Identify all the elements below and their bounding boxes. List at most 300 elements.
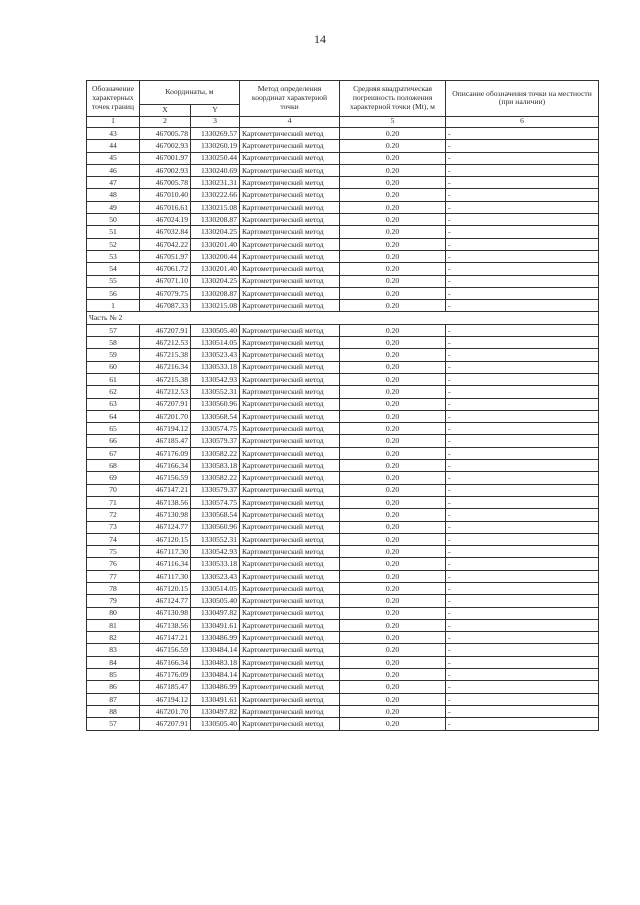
error-mt: 0.20 <box>340 669 446 681</box>
description: - <box>446 693 599 705</box>
coord-x: 467120.15 <box>140 533 191 545</box>
coord-y: 1330574.75 <box>191 423 240 435</box>
point-number: 68 <box>87 460 140 472</box>
description: - <box>446 533 599 545</box>
error-mt: 0.20 <box>340 693 446 705</box>
table-row <box>87 386 599 398</box>
coord-x: 467002.93 <box>140 164 191 176</box>
description: - <box>446 669 599 681</box>
point-number: 84 <box>87 656 140 668</box>
method: Картометрический метод <box>240 337 340 349</box>
coord-x: 467005.78 <box>140 128 191 140</box>
method: Картометрический метод <box>240 705 340 717</box>
coord-x: 467194.12 <box>140 693 191 705</box>
table-row <box>87 669 599 681</box>
coord-y: 1330523.43 <box>191 570 240 582</box>
coord-y: 1330204.25 <box>191 275 240 287</box>
column-number: 2 <box>140 116 191 128</box>
table-row <box>87 632 599 644</box>
coord-y: 1330231.31 <box>191 177 240 189</box>
point-number: 56 <box>87 287 140 299</box>
point-number: 58 <box>87 337 140 349</box>
method: Картометрический метод <box>240 152 340 164</box>
point-number: 71 <box>87 496 140 508</box>
point-number: 67 <box>87 447 140 459</box>
method: Картометрический метод <box>240 533 340 545</box>
coord-x: 467120.15 <box>140 582 191 594</box>
error-mt: 0.20 <box>340 681 446 693</box>
method: Картометрический метод <box>240 484 340 496</box>
error-mt: 0.20 <box>340 140 446 152</box>
description: - <box>446 324 599 336</box>
error-mt: 0.20 <box>340 349 446 361</box>
table-row <box>87 177 599 189</box>
error-mt: 0.20 <box>340 177 446 189</box>
description: - <box>446 558 599 570</box>
coord-y: 1330215.08 <box>191 201 240 213</box>
coord-y: 1330514.05 <box>191 337 240 349</box>
point-number: 57 <box>87 324 140 336</box>
table-row <box>87 607 599 619</box>
table-header <box>87 81 599 128</box>
coord-x: 467117.30 <box>140 546 191 558</box>
table-row <box>87 410 599 422</box>
description: - <box>446 570 599 582</box>
point-number: 45 <box>87 152 140 164</box>
coord-y: 1330250.44 <box>191 152 240 164</box>
coord-y: 1330533.18 <box>191 361 240 373</box>
coord-y: 1330240.69 <box>191 164 240 176</box>
table-row <box>87 496 599 508</box>
point-number: 75 <box>87 546 140 558</box>
method: Картометрический метод <box>240 263 340 275</box>
point-number: 48 <box>87 189 140 201</box>
table-row <box>87 226 599 238</box>
coord-y: 1330260.19 <box>191 140 240 152</box>
error-mt: 0.20 <box>340 607 446 619</box>
table-row <box>87 398 599 410</box>
method: Картометрический метод <box>240 410 340 422</box>
coord-y: 1330560.96 <box>191 521 240 533</box>
coord-y: 1330568.54 <box>191 410 240 422</box>
error-mt: 0.20 <box>340 287 446 299</box>
table-row <box>87 250 599 262</box>
coord-y: 1330542.93 <box>191 546 240 558</box>
header-error: Средняя квадратическая погрешность положения характерной точки (Mt), м <box>340 81 446 117</box>
coord-x: 467124.77 <box>140 595 191 607</box>
coord-y: 1330582.22 <box>191 472 240 484</box>
coord-x: 467212.53 <box>140 386 191 398</box>
error-mt: 0.20 <box>340 546 446 558</box>
method: Картометрический метод <box>240 582 340 594</box>
coord-y: 1330505.40 <box>191 718 240 730</box>
method: Картометрический метод <box>240 521 340 533</box>
table-row <box>87 656 599 668</box>
description: - <box>446 546 599 558</box>
coord-x: 467194.12 <box>140 423 191 435</box>
error-mt: 0.20 <box>340 263 446 275</box>
method: Картометрический метод <box>240 398 340 410</box>
error-mt: 0.20 <box>340 632 446 644</box>
table-row <box>87 164 599 176</box>
table-row <box>87 705 599 717</box>
coord-y: 1330583.18 <box>191 460 240 472</box>
method: Картометрический метод <box>240 509 340 521</box>
error-mt: 0.20 <box>340 484 446 496</box>
table-row <box>87 423 599 435</box>
table-row <box>87 337 599 349</box>
method: Картометрический метод <box>240 201 340 213</box>
coord-y: 1330208.87 <box>191 287 240 299</box>
method: Картометрический метод <box>240 214 340 226</box>
coord-x: 467130.98 <box>140 509 191 521</box>
point-number: 78 <box>87 582 140 594</box>
error-mt: 0.20 <box>340 705 446 717</box>
table-row <box>87 619 599 631</box>
table-row <box>87 324 599 336</box>
description: - <box>446 275 599 287</box>
coord-x: 467005.78 <box>140 177 191 189</box>
coord-x: 467185.47 <box>140 435 191 447</box>
method: Картометрический метод <box>240 558 340 570</box>
coord-y: 1330483.18 <box>191 656 240 668</box>
table-row <box>87 435 599 447</box>
table-row <box>87 140 599 152</box>
description: - <box>446 447 599 459</box>
description: - <box>446 619 599 631</box>
column-number: 6 <box>446 116 599 128</box>
coord-y: 1330505.40 <box>191 595 240 607</box>
point-number: 66 <box>87 435 140 447</box>
point-number: 87 <box>87 693 140 705</box>
table-row <box>87 263 599 275</box>
description: - <box>446 287 599 299</box>
description: - <box>446 484 599 496</box>
coord-x: 467042.22 <box>140 238 191 250</box>
coord-x: 467032.84 <box>140 226 191 238</box>
coord-y: 1330201.40 <box>191 238 240 250</box>
header-coords: Координаты, м <box>140 81 240 105</box>
table-row <box>87 300 599 312</box>
coord-y: 1330200.44 <box>191 250 240 262</box>
coord-x: 467087.33 <box>140 300 191 312</box>
description: - <box>446 496 599 508</box>
point-number: 1 <box>87 300 140 312</box>
description: - <box>446 337 599 349</box>
header-x: X <box>140 105 191 117</box>
method: Картометрический метод <box>240 250 340 262</box>
point-number: 72 <box>87 509 140 521</box>
coord-y: 1330505.40 <box>191 324 240 336</box>
point-number: 86 <box>87 681 140 693</box>
description: - <box>446 595 599 607</box>
coord-y: 1330491.61 <box>191 693 240 705</box>
point-number: 60 <box>87 361 140 373</box>
coord-x: 467071.10 <box>140 275 191 287</box>
error-mt: 0.20 <box>340 410 446 422</box>
boundary-points-table <box>86 80 599 731</box>
coord-y: 1330574.75 <box>191 496 240 508</box>
point-number: 46 <box>87 164 140 176</box>
description: - <box>446 201 599 213</box>
header-y: Y <box>191 105 240 117</box>
coord-x: 467138.56 <box>140 619 191 631</box>
column-number: 5 <box>340 116 446 128</box>
table-row <box>87 595 599 607</box>
error-mt: 0.20 <box>340 337 446 349</box>
coord-x: 467166.34 <box>140 656 191 668</box>
description: - <box>446 128 599 140</box>
description: - <box>446 681 599 693</box>
description: - <box>446 263 599 275</box>
description: - <box>446 189 599 201</box>
coord-x: 467215.38 <box>140 373 191 385</box>
point-number: 83 <box>87 644 140 656</box>
table-row <box>87 472 599 484</box>
table-row <box>87 361 599 373</box>
error-mt: 0.20 <box>340 460 446 472</box>
table-row <box>87 693 599 705</box>
method: Картометрический метод <box>240 460 340 472</box>
coord-x: 467216.34 <box>140 361 191 373</box>
coord-x: 467001.97 <box>140 152 191 164</box>
coord-x: 467185.47 <box>140 681 191 693</box>
error-mt: 0.20 <box>340 521 446 533</box>
coord-x: 467156.59 <box>140 644 191 656</box>
method: Картометрический метод <box>240 226 340 238</box>
table-body-part2 <box>87 324 599 730</box>
coord-y: 1330215.08 <box>191 300 240 312</box>
description: - <box>446 373 599 385</box>
description: - <box>446 386 599 398</box>
method: Картометрический метод <box>240 546 340 558</box>
table-row <box>87 558 599 570</box>
error-mt: 0.20 <box>340 373 446 385</box>
point-number: 62 <box>87 386 140 398</box>
error-mt: 0.20 <box>340 496 446 508</box>
coord-x: 467176.09 <box>140 447 191 459</box>
method: Картометрический метод <box>240 373 340 385</box>
method: Картометрический метод <box>240 496 340 508</box>
section-label: Часть № 2 <box>87 312 599 324</box>
coord-x: 467207.91 <box>140 718 191 730</box>
table-row <box>87 484 599 496</box>
error-mt: 0.20 <box>340 656 446 668</box>
coord-x: 467147.21 <box>140 484 191 496</box>
coord-y: 1330552.31 <box>191 386 240 398</box>
coord-y: 1330514.05 <box>191 582 240 594</box>
table-row <box>87 152 599 164</box>
error-mt: 0.20 <box>340 226 446 238</box>
coord-x: 467124.77 <box>140 521 191 533</box>
error-mt: 0.20 <box>340 361 446 373</box>
point-number: 77 <box>87 570 140 582</box>
coord-x: 467130.98 <box>140 607 191 619</box>
method: Картометрический метод <box>240 177 340 189</box>
method: Картометрический метод <box>240 681 340 693</box>
error-mt: 0.20 <box>340 250 446 262</box>
point-number: 65 <box>87 423 140 435</box>
coord-y: 1330497.82 <box>191 705 240 717</box>
method: Картометрический метод <box>240 632 340 644</box>
column-number: 3 <box>191 116 240 128</box>
description: - <box>446 644 599 656</box>
description: - <box>446 152 599 164</box>
description: - <box>446 300 599 312</box>
column-number: 4 <box>240 116 340 128</box>
coord-x: 467215.38 <box>140 349 191 361</box>
point-number: 73 <box>87 521 140 533</box>
coord-x: 467201.70 <box>140 705 191 717</box>
description: - <box>446 656 599 668</box>
method: Картометрический метод <box>240 140 340 152</box>
table-row <box>87 681 599 693</box>
error-mt: 0.20 <box>340 582 446 594</box>
coord-y: 1330552.31 <box>191 533 240 545</box>
coord-y: 1330497.82 <box>191 607 240 619</box>
coord-y: 1330201.40 <box>191 263 240 275</box>
coord-y: 1330533.18 <box>191 558 240 570</box>
description: - <box>446 349 599 361</box>
method: Картометрический метод <box>240 644 340 656</box>
table-row <box>87 214 599 226</box>
method: Картометрический метод <box>240 607 340 619</box>
table-row <box>87 349 599 361</box>
description: - <box>446 398 599 410</box>
point-number: 81 <box>87 619 140 631</box>
error-mt: 0.20 <box>340 164 446 176</box>
method: Картометрический метод <box>240 595 340 607</box>
description: - <box>446 472 599 484</box>
point-number: 47 <box>87 177 140 189</box>
coord-x: 467116.34 <box>140 558 191 570</box>
point-number: 61 <box>87 373 140 385</box>
point-number: 51 <box>87 226 140 238</box>
coord-y: 1330486.99 <box>191 632 240 644</box>
table-row <box>87 570 599 582</box>
description: - <box>446 361 599 373</box>
method: Картометрический метод <box>240 447 340 459</box>
error-mt: 0.20 <box>340 644 446 656</box>
point-number: 57 <box>87 718 140 730</box>
description: - <box>446 164 599 176</box>
method: Картометрический метод <box>240 619 340 631</box>
coord-y: 1330222.66 <box>191 189 240 201</box>
description: - <box>446 509 599 521</box>
point-number: 52 <box>87 238 140 250</box>
point-number: 64 <box>87 410 140 422</box>
coord-x: 467010.40 <box>140 189 191 201</box>
coord-y: 1330523.43 <box>191 349 240 361</box>
description: - <box>446 250 599 262</box>
table-body-part1 <box>87 128 599 312</box>
error-mt: 0.20 <box>340 509 446 521</box>
method: Картометрический метод <box>240 324 340 336</box>
error-mt: 0.20 <box>340 324 446 336</box>
point-number: 88 <box>87 705 140 717</box>
error-mt: 0.20 <box>340 128 446 140</box>
error-mt: 0.20 <box>340 201 446 213</box>
error-mt: 0.20 <box>340 718 446 730</box>
point-number: 85 <box>87 669 140 681</box>
coord-y: 1330486.99 <box>191 681 240 693</box>
table-row <box>87 582 599 594</box>
coord-x: 467156.59 <box>140 472 191 484</box>
description: - <box>446 705 599 717</box>
description: - <box>446 607 599 619</box>
point-number: 50 <box>87 214 140 226</box>
coord-y: 1330582.22 <box>191 447 240 459</box>
description: - <box>446 632 599 644</box>
coord-x: 467117.30 <box>140 570 191 582</box>
error-mt: 0.20 <box>340 435 446 447</box>
method: Картометрический метод <box>240 128 340 140</box>
coord-x: 467212.53 <box>140 337 191 349</box>
point-number: 76 <box>87 558 140 570</box>
point-number: 59 <box>87 349 140 361</box>
point-number: 69 <box>87 472 140 484</box>
coord-y: 1330568.54 <box>191 509 240 521</box>
coord-x: 467024.19 <box>140 214 191 226</box>
method: Картометрический метод <box>240 386 340 398</box>
description: - <box>446 435 599 447</box>
method: Картометрический метод <box>240 423 340 435</box>
coord-x: 467061.72 <box>140 263 191 275</box>
point-number: 49 <box>87 201 140 213</box>
error-mt: 0.20 <box>340 619 446 631</box>
description: - <box>446 238 599 250</box>
table-row <box>87 460 599 472</box>
table-row <box>87 238 599 250</box>
error-mt: 0.20 <box>340 423 446 435</box>
method: Картометрический метод <box>240 349 340 361</box>
coord-y: 1330579.37 <box>191 435 240 447</box>
error-mt: 0.20 <box>340 275 446 287</box>
method: Картометрический метод <box>240 287 340 299</box>
coord-x: 467147.21 <box>140 632 191 644</box>
table-row <box>87 644 599 656</box>
description: - <box>446 423 599 435</box>
description: - <box>446 582 599 594</box>
description: - <box>446 521 599 533</box>
point-number: 63 <box>87 398 140 410</box>
point-number: 55 <box>87 275 140 287</box>
table-row <box>87 287 599 299</box>
table-row <box>87 275 599 287</box>
point-number: 70 <box>87 484 140 496</box>
header-description: Описание обозначения точки на местности (при наличии) <box>446 81 599 117</box>
coord-x: 467002.93 <box>140 140 191 152</box>
description: - <box>446 226 599 238</box>
point-number: 74 <box>87 533 140 545</box>
table-row <box>87 509 599 521</box>
error-mt: 0.20 <box>340 558 446 570</box>
coord-x: 467138.56 <box>140 496 191 508</box>
point-number: 44 <box>87 140 140 152</box>
error-mt: 0.20 <box>340 472 446 484</box>
method: Картометрический метод <box>240 300 340 312</box>
error-mt: 0.20 <box>340 300 446 312</box>
description: - <box>446 460 599 472</box>
table-row <box>87 189 599 201</box>
coord-x: 467016.61 <box>140 201 191 213</box>
method: Картометрический метод <box>240 570 340 582</box>
description: - <box>446 214 599 226</box>
coord-x: 467051.97 <box>140 250 191 262</box>
coord-y: 1330560.96 <box>191 398 240 410</box>
table-section <box>87 312 599 324</box>
point-number: 79 <box>87 595 140 607</box>
